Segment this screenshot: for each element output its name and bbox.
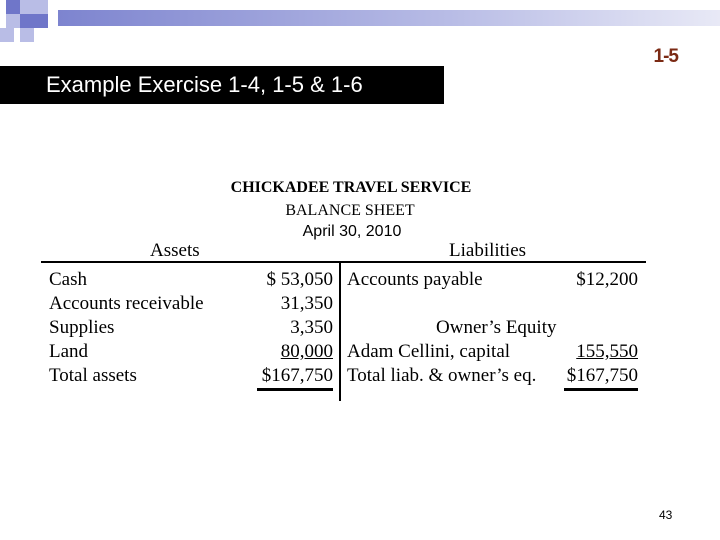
asset-total-amount: $167,750	[261, 365, 333, 386]
double-underline	[564, 388, 638, 391]
equity-heading: Owner’s Equity	[436, 317, 557, 338]
liability-label: Accounts payable	[347, 269, 483, 290]
column-divider	[339, 261, 341, 401]
asset-amount: 31,350	[280, 293, 333, 314]
slide-title: Example Exercise 1-4, 1-5 & 1-6	[46, 72, 363, 97]
square-shape	[34, 0, 48, 14]
total-liab-equity-label: Total liab. & owner’s eq.	[347, 365, 537, 386]
asset-label: Supplies	[49, 317, 115, 338]
statement-name: BALANCE SHEET	[285, 202, 415, 219]
square-shape	[6, 14, 20, 28]
liabilities-heading: Liabilities	[449, 240, 527, 261]
double-underline	[257, 388, 333, 391]
company-name: CHICKADEE TRAVEL SERVICE	[230, 179, 472, 196]
slide-code: 1-5	[653, 46, 678, 67]
equity-label: Adam Cellini, capital	[347, 341, 511, 362]
assets-heading: Assets	[150, 240, 200, 261]
square-shape	[34, 14, 48, 28]
asset-total-label: Total assets	[49, 365, 137, 386]
equity-amount: 155,550	[576, 341, 638, 362]
square-shape	[20, 14, 34, 28]
square-shape	[6, 0, 20, 14]
square-shape	[20, 28, 34, 42]
asset-amount: 3,350	[290, 317, 333, 338]
statement-date: April 30, 2010	[302, 223, 402, 240]
asset-amount: $ 53,050	[266, 269, 333, 290]
heading-rule	[41, 261, 646, 263]
page-number: 43	[659, 508, 673, 522]
asset-label: Land	[49, 341, 89, 362]
square-shape	[20, 0, 34, 14]
liability-amount: $12,200	[576, 269, 638, 290]
header-accent-bar	[58, 10, 720, 26]
square-shape	[0, 28, 14, 42]
asset-amount: 80,000	[280, 341, 333, 362]
asset-label: Cash	[49, 269, 87, 290]
asset-label: Accounts receivable	[49, 293, 204, 314]
total-liab-equity-amount: $167,750	[566, 365, 638, 386]
